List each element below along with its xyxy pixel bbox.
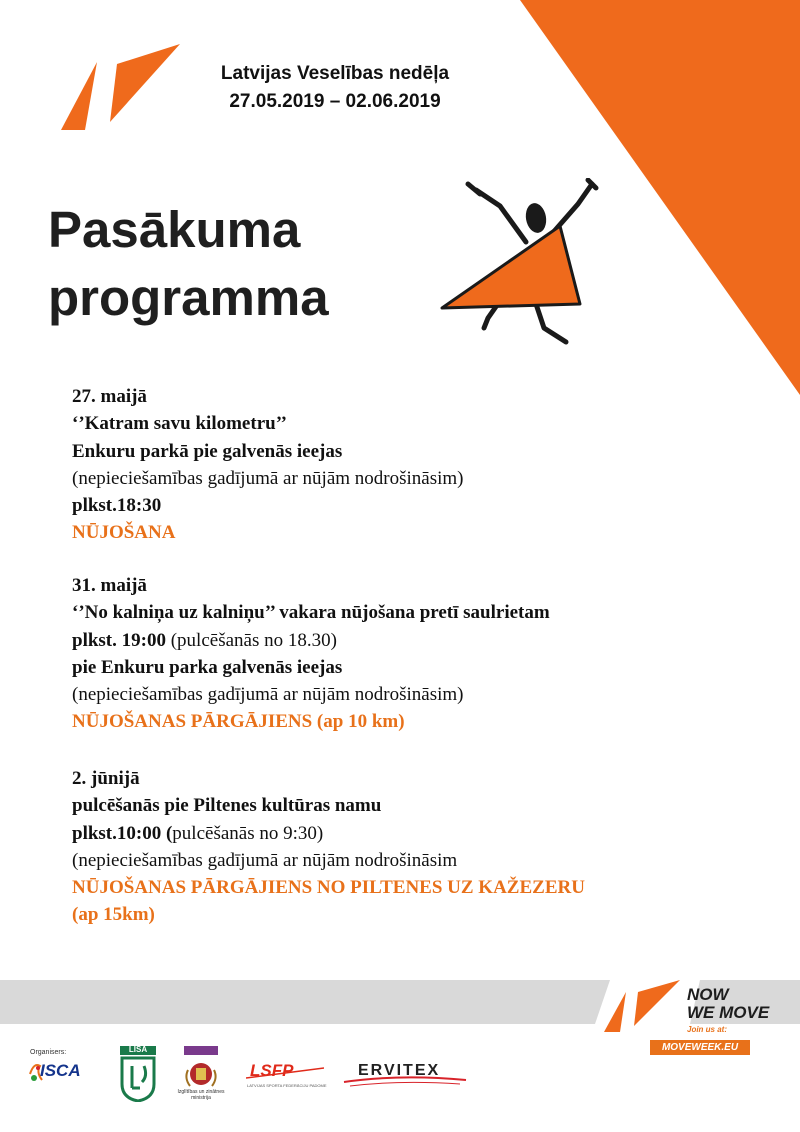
event-activity: NŪJOŠANAS PĀRGĀJIENS NO PILTENES UZ KAŽEZERU (72, 877, 585, 899)
join-us-label: Join us at: (687, 1025, 728, 1034)
lsfp-logo-subtitle: LATVIJAS SPORTA FEDERĀCIJU PADOME (247, 1083, 327, 1088)
event-name: Latvijas Veselības nedēļa (220, 63, 450, 84)
now-we-move-logo-icon (600, 978, 682, 1036)
mascot-figure-icon (440, 178, 620, 350)
event-time: plkst. 19:00 (72, 629, 166, 651)
now-we-move-line-1: NOW (687, 985, 729, 1004)
moveweek-url: MOVEWEEK.EU (650, 1040, 750, 1055)
program-day-1 (72, 383, 712, 547)
event-note: (nepieciešamības gadījumā ar nūjām nodrošināsim (72, 849, 458, 871)
event-activity: NŪJOŠANA (72, 522, 176, 544)
event-title: ‘’Katram savu kilometru’’ (72, 413, 287, 435)
ervitex-logo-text: ERVITEX (358, 1062, 441, 1079)
now-we-move-line-2: WE MOVE (687, 1003, 770, 1022)
event-dates: 27.05.2019 – 02.06.2019 (229, 91, 441, 112)
page-title (48, 196, 448, 332)
event-time: plkst.18:30 (72, 495, 162, 517)
event-note: (nepieciešamības gadījumā ar nūjām nodrošināsim) (72, 684, 464, 706)
day-date: 31. maijā (72, 575, 147, 596)
event-time-extra: pulcēšanās no 9:30) (172, 822, 324, 844)
program-day-3 (72, 765, 712, 929)
event-location: pulcēšanās pie Piltenes kultūras namu (72, 795, 382, 817)
lsfp-logo-text: LSFP (250, 1061, 294, 1080)
program-day-2 (72, 572, 712, 736)
lisa-logo-icon (118, 1046, 158, 1102)
title-line-2: programma (48, 269, 329, 326)
event-time-extra: (pulcēšanās no 18.30) (165, 629, 337, 651)
title-line-1: Pasākuma (48, 201, 301, 258)
move-week-logo-icon (55, 42, 183, 134)
lisa-logo-text: LISA (128, 1045, 148, 1054)
isca-logo-text: ISCA (40, 1061, 81, 1080)
event-time: plkst.10:00 ( (72, 822, 173, 844)
organisers-label: Organisers: (30, 1049, 67, 1056)
day-date: 2. jūnijā (72, 768, 140, 789)
event-location: Enkuru parkā pie galvenās ieejas (72, 440, 343, 462)
event-time-row (72, 627, 712, 654)
ministry-logo-text: Izglītības un zinātnes ministrija (177, 1089, 225, 1101)
event-activity: NŪJOŠANAS PĀRGĀJIENS (ap 10 km) (72, 711, 405, 733)
event-time-row (72, 820, 712, 847)
event-title: ‘’No kalniņa uz kalniņu’’ vakara nūjošana pretī saulrietam (72, 602, 550, 624)
event-activity-line-2: (ap 15km) (72, 904, 155, 926)
day-date: 27. maijā (72, 386, 147, 407)
event-location: pie Enkuru parka galvenās ieejas (72, 656, 343, 678)
event-note: (nepieciešamības gadījumā ar nūjām nodrošināsim) (72, 467, 464, 489)
